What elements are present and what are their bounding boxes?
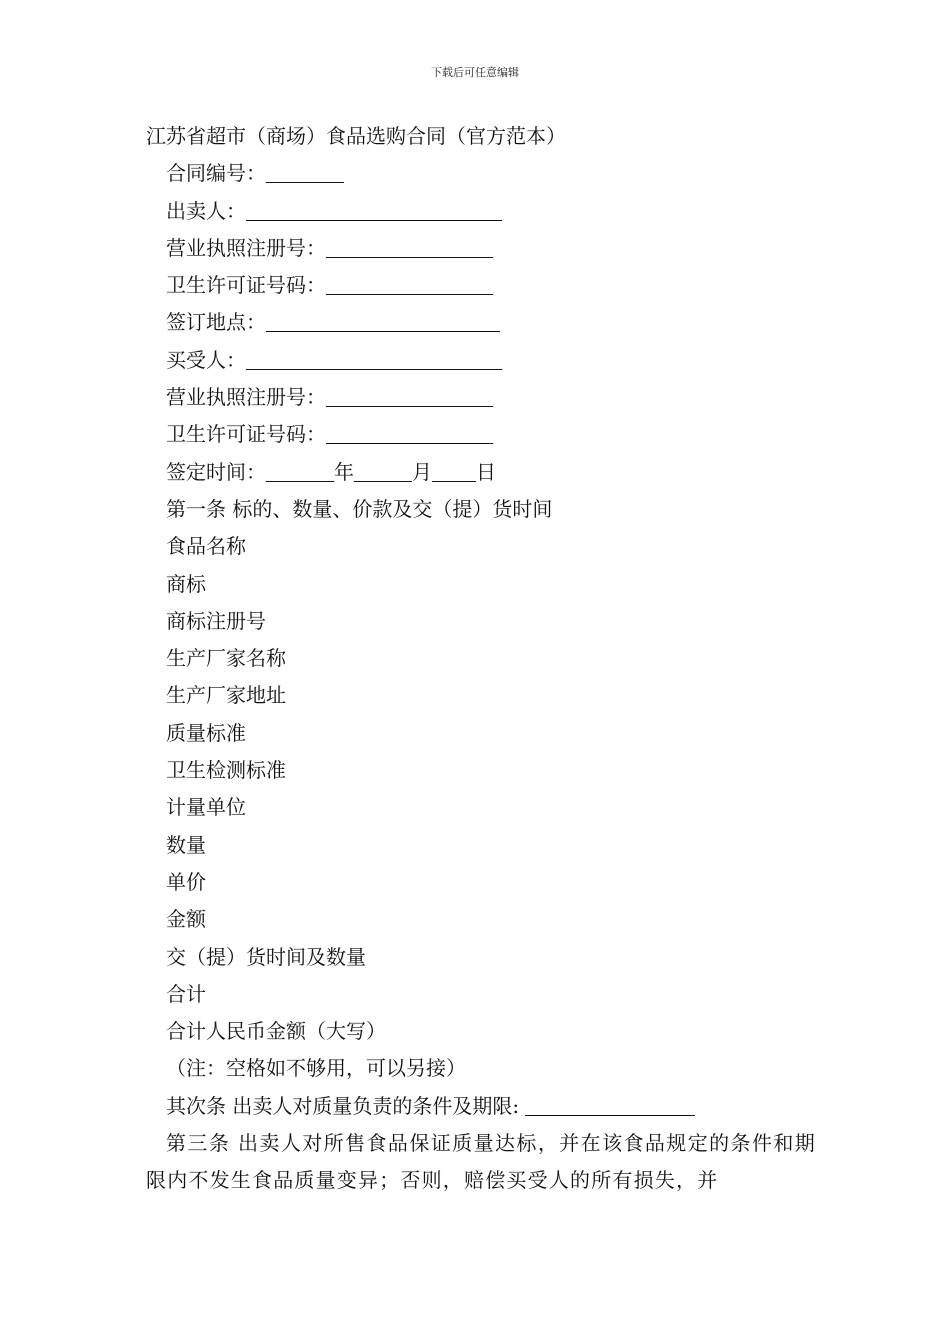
day-blank: [432, 461, 476, 482]
article-2-line: [146, 1088, 816, 1125]
item-unit-of-measure: 计量单位: [166, 795, 246, 820]
seller-blank: [246, 200, 502, 221]
item-manufacturer-name: 生产厂家名称: [166, 646, 286, 671]
buyer-blank: [246, 349, 502, 370]
sign-place-label: 签订地点：: [166, 310, 266, 335]
buyer-line: [146, 342, 816, 379]
item-total: 合计: [166, 981, 206, 1006]
seller-line: [146, 193, 816, 230]
sign-time-label: 签定时间：: [166, 459, 266, 484]
item-quality-standard: 质量标准: [166, 720, 246, 745]
article-2-blank: [525, 1095, 695, 1116]
buyer-health-permit-line: [146, 416, 816, 453]
sign-place-blank: [266, 311, 500, 332]
seller-license-label: 营业执照注册号：: [166, 235, 326, 260]
item-amount: 金额: [166, 907, 206, 932]
seller-health-permit-blank: [326, 274, 493, 295]
article-3-paragraph: 第三条 出卖人对所售食品保证质量达标，并在该食品规定的条件和期限内不发生食品质量变异；否则，赔偿买受人的所有损失，并: [146, 1131, 816, 1193]
item-trademark-reg-no: 商标注册号: [166, 608, 266, 633]
year-label: 年: [334, 459, 354, 484]
item-quantity: 数量: [166, 832, 206, 857]
sign-place-line: [146, 304, 816, 341]
buyer-health-permit-label: 卫生许可证号码：: [166, 422, 326, 447]
seller-label: 出卖人：: [166, 198, 246, 223]
item-unit-price: 单价: [166, 869, 206, 894]
article-2-label: 其次条 出卖人对质量负责的条件及期限:: [166, 1093, 526, 1118]
contract-document: [146, 118, 816, 1200]
document-title: 江苏省超市（商场）食品选购合同（官方范本）: [146, 124, 566, 148]
month-blank: [354, 461, 412, 482]
contract-number-blank: [266, 162, 344, 183]
month-label: 月: [412, 459, 432, 484]
sign-time-line: [146, 454, 816, 491]
contract-number-line: [146, 155, 816, 192]
item-manufacturer-address: 生产厂家地址: [166, 683, 286, 708]
seller-license-blank: [326, 237, 493, 258]
article-1-heading: 第一条 标的、数量、价款及交（提）货时间: [166, 496, 553, 521]
buyer-license-blank: [326, 386, 493, 407]
seller-health-permit-line: [146, 267, 816, 304]
year-blank: [266, 461, 334, 482]
item-delivery-time: 交（提）货时间及数量: [166, 944, 366, 969]
buyer-license-line: [146, 379, 816, 416]
item-trademark: 商标: [166, 571, 206, 596]
item-food-name: 食品名称: [166, 534, 246, 559]
item-note: （注：空格如不够用，可以另接）: [166, 1056, 466, 1081]
contract-number-label: 合同编号：: [166, 161, 266, 186]
day-label: 日: [476, 459, 496, 484]
buyer-label: 买受人：: [166, 347, 246, 372]
seller-license-line: [146, 230, 816, 267]
buyer-health-permit-blank: [326, 423, 493, 444]
seller-health-permit-label: 卫生许可证号码：: [166, 273, 326, 298]
buyer-license-label: 营业执照注册号：: [166, 385, 326, 410]
page-header-note: 下载后可任意编辑: [431, 66, 519, 79]
item-health-test-standard: 卫生检测标准: [166, 758, 286, 783]
item-total-rmb-uppercase: 合计人民币金额（大写）: [166, 1019, 386, 1044]
